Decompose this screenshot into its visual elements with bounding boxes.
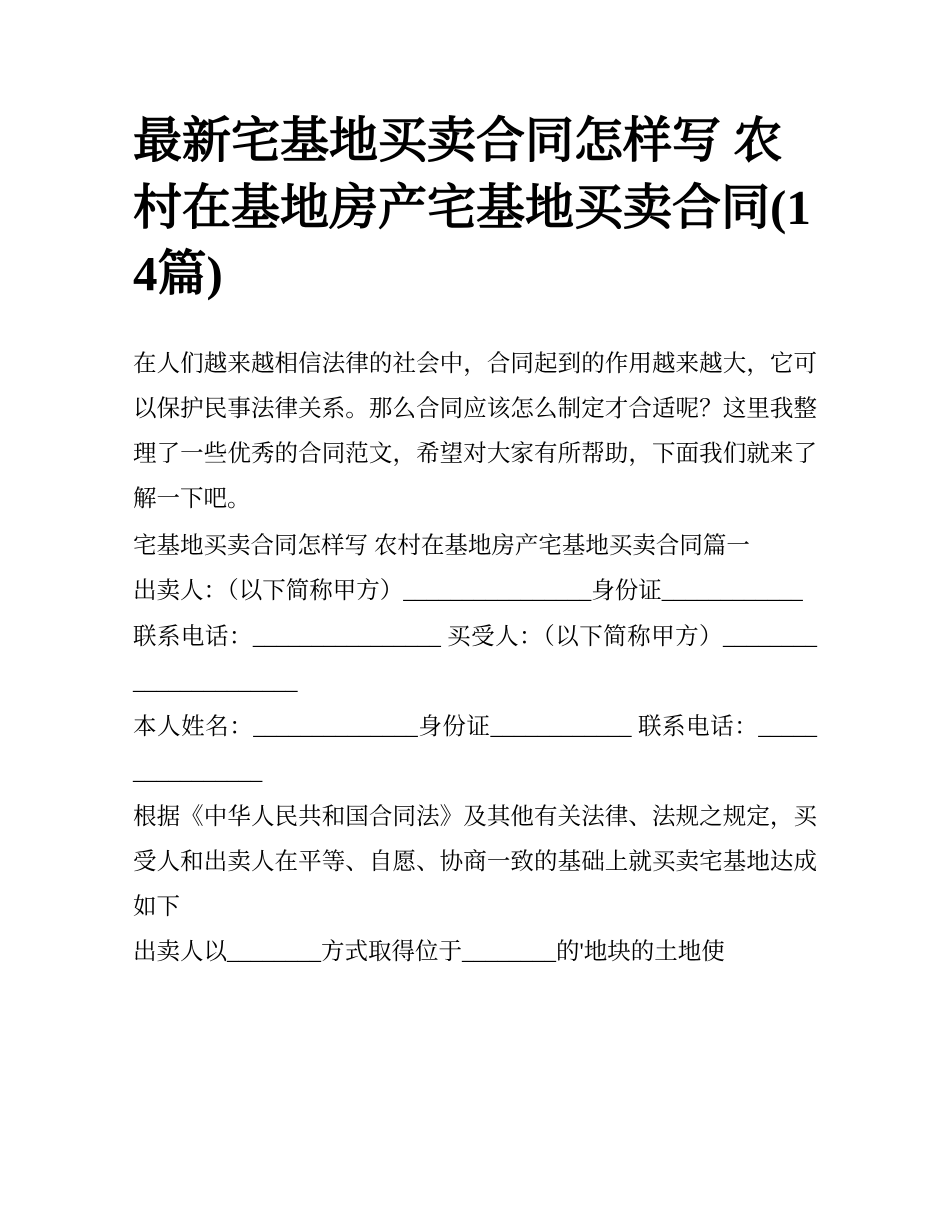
paragraph-contact-buyer: 联系电话：________________ 买受人：（以下简称甲方）______________________	[133, 623, 817, 695]
paragraph-land-acquisition: 出卖人以________方式取得位于________的'地块的土地使	[133, 939, 725, 966]
paragraph-section-heading: 宅基地买卖合同怎样写 农村在基地房产宅基地买卖合同篇一	[133, 533, 750, 560]
paragraph-personal-info: 本人姓名：______________身份证____________ 联系电话：________________	[133, 713, 817, 785]
document-body	[133, 342, 817, 976]
paragraph-seller-info: 出卖人：（以下简称甲方）________________身份证____________	[133, 578, 803, 605]
page-title: 最新宅基地买卖合同怎样写 农村在基地房产宅基地买卖合同(14篇)	[133, 113, 811, 302]
paragraph-intro: 在人们越来越相信法律的社会中，合同起到的作用越来越大，它可以保护民事法律关系。那么合同应该怎么制定才合适呢？这里我整理了一些优秀的合同范文，希望对大家有所帮助，下面我们就来了解一下吧。	[133, 350, 817, 513]
paragraph-legal-basis: 根据《中华人民共和国合同法》及其他有关法律、法规之规定，买受人和出卖人在平等、自愿、协商一致的基础上就买卖宅基地达成如下	[133, 803, 817, 921]
